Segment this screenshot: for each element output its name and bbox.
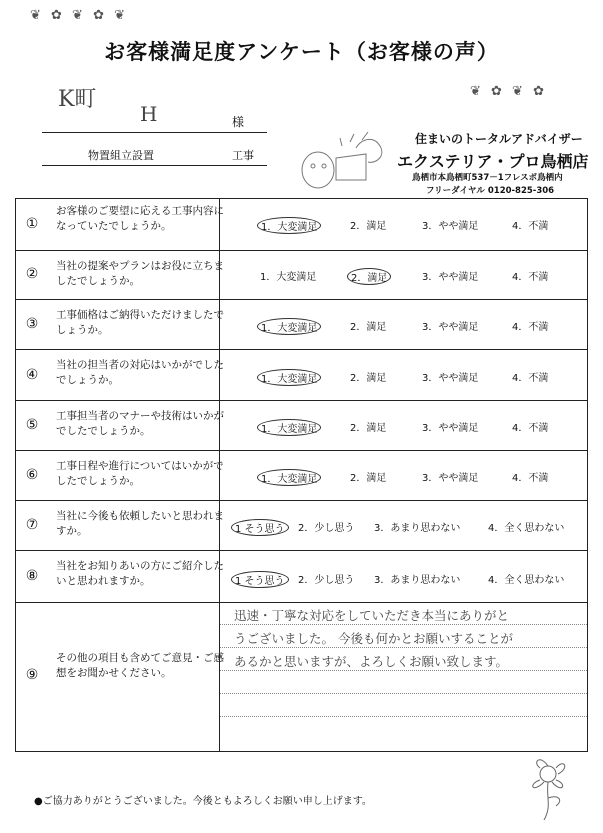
option-satisfied[interactable]: 2．満足 xyxy=(350,473,387,484)
question-text: 当社の提案やプランはお役に立ちましたでしょうか。 xyxy=(56,260,224,288)
question-row xyxy=(16,199,587,251)
question-row xyxy=(16,451,587,501)
work-underline xyxy=(42,165,267,166)
option-not-really[interactable]: 3．あまり思わない xyxy=(374,575,461,586)
option-somewhat-satisfied[interactable]: 3．やや満足 xyxy=(422,322,479,333)
question-row-comments xyxy=(16,603,587,751)
option-not-at-all[interactable]: 4．全く思わない xyxy=(488,523,565,534)
option-somewhat-satisfied[interactable]: 3．やや満足 xyxy=(422,473,479,484)
option-very-satisfied-selected[interactable]: 1．大変満足 xyxy=(257,217,321,234)
option-satisfied[interactable]: 2．満足 xyxy=(350,221,387,232)
option-dissatisfied[interactable]: 4．不満 xyxy=(512,373,549,384)
question-text: 当社の担当者の対応はいかがでしたでしょうか。 xyxy=(56,359,224,387)
option-satisfied[interactable]: 2．満足 xyxy=(350,373,387,384)
question-number: ⑨ xyxy=(25,667,39,683)
company-name: エクステリア・プロ鳥栖店 xyxy=(397,152,589,171)
option-strongly-agree-selected[interactable]: 1 そう思う xyxy=(231,519,289,536)
question-row xyxy=(16,401,587,451)
customer-initial-handwritten: H xyxy=(140,102,158,126)
question-text: 工事担当者のマナーや技術はいかがでしたでしょうか。 xyxy=(56,410,224,438)
question-number: ⑤ xyxy=(25,417,39,433)
survey-table xyxy=(15,198,588,752)
option-very-satisfied-selected[interactable]: 1．大変満足 xyxy=(257,318,321,335)
question-text: 工事価格はご納得いただけましたでしょうか。 xyxy=(56,309,224,337)
question-text: お客様のご要望に応える工事内容になっていたでしょうか。 xyxy=(56,205,224,233)
option-dissatisfied[interactable]: 4．不満 xyxy=(512,473,549,484)
question-number: ② xyxy=(25,266,39,282)
question-row xyxy=(16,350,587,401)
question-number: ⑦ xyxy=(25,517,39,533)
page-title: お客様満足度アンケート（お客様の声） xyxy=(104,40,499,64)
question-row xyxy=(16,551,587,603)
customer-name-handwritten: K町 xyxy=(58,87,97,112)
work-type: 物置組立設置 xyxy=(88,149,154,162)
option-strongly-agree-selected[interactable]: 1 そう思う xyxy=(231,571,289,588)
question-text: 工事日程や進行についてはいかがでしたでしょうか。 xyxy=(56,460,224,488)
option-somewhat-satisfied[interactable]: 3．やや満足 xyxy=(422,373,479,384)
option-not-at-all[interactable]: 4．全く思わない xyxy=(488,575,565,586)
footer-thanks: ●ご協力ありがとうございました。今後ともよろしくお願い申し上げます。 xyxy=(34,796,372,807)
answer-options xyxy=(219,401,587,450)
option-dissatisfied[interactable]: 4．不満 xyxy=(512,322,549,333)
option-satisfied[interactable]: 2．満足 xyxy=(350,322,387,333)
question-number: ③ xyxy=(25,316,39,332)
option-somewhat-satisfied[interactable]: 3．やや満足 xyxy=(422,423,479,434)
work-label: 工事 xyxy=(232,149,254,162)
answer-options xyxy=(219,350,587,400)
comment-line: うございました。 今後も何かとお願いすることが xyxy=(234,631,513,646)
option-dissatisfied[interactable]: 4．不満 xyxy=(512,423,549,434)
vine-decoration-top: ❦ ✿ ❦ ✿ ❦ xyxy=(30,8,128,23)
question-number: ① xyxy=(25,216,39,232)
option-very-satisfied-selected[interactable]: 1．大変満足 xyxy=(257,369,321,386)
company-address: 鳥栖市本鳥栖町537－1フレスポ鳥栖内 xyxy=(412,173,563,183)
question-number: ⑧ xyxy=(25,568,39,584)
answer-options xyxy=(219,300,587,349)
option-satisfied-selected[interactable]: 2．満足 xyxy=(347,268,391,285)
option-not-really[interactable]: 3．あまり思わない xyxy=(374,523,461,534)
answer-options xyxy=(219,199,587,250)
option-somewhat-satisfied[interactable]: 3．やや満足 xyxy=(422,221,479,232)
answer-options xyxy=(219,501,587,550)
option-dissatisfied[interactable]: 4．不満 xyxy=(512,272,549,283)
mascot-illustration xyxy=(296,128,394,194)
company-tagline: 住まいのトータルアドバイザー xyxy=(415,132,583,146)
company-phone: フリーダイヤル 0120-825-306 xyxy=(426,186,555,196)
comment-line: あるかと思いますが、よろしくお願い致します。 xyxy=(234,654,509,669)
option-very-satisfied[interactable]: 1．大変満足 xyxy=(260,272,317,283)
name-underline xyxy=(42,132,267,133)
option-slightly-agree[interactable]: 2．少し思う xyxy=(298,575,355,586)
question-row xyxy=(16,300,587,350)
question-text: 当社に今後も依頼したいと思われますか。 xyxy=(56,510,224,538)
vine-decoration-right: ❦ ✿ ❦ ✿ xyxy=(470,84,547,99)
question-text: 当社をお知りあいの方にご紹介したいと思われますか。 xyxy=(56,560,224,588)
honorific-label: 様 xyxy=(232,115,245,129)
option-very-satisfied-selected[interactable]: 1．大変満足 xyxy=(257,469,321,486)
answer-options xyxy=(219,551,587,602)
flower-decoration xyxy=(518,754,578,824)
question-number: ④ xyxy=(25,367,39,383)
answer-options xyxy=(219,451,587,500)
comment-line: 迅速・丁寧な対応をしていただき本当にありがと xyxy=(234,608,510,623)
question-row xyxy=(16,251,587,300)
question-number: ⑥ xyxy=(25,467,39,483)
option-satisfied[interactable]: 2．満足 xyxy=(350,423,387,434)
question-text: その他の項目も含めてご意見・ご感想をお聞かせください。 xyxy=(56,652,224,680)
answer-options xyxy=(219,251,587,299)
comment-area[interactable] xyxy=(219,603,587,751)
option-very-satisfied-selected[interactable]: 1．大変満足 xyxy=(257,419,321,436)
option-somewhat-satisfied[interactable]: 3．やや満足 xyxy=(422,272,479,283)
option-dissatisfied[interactable]: 4．不満 xyxy=(512,221,549,232)
question-row xyxy=(16,501,587,551)
option-slightly-agree[interactable]: 2．少し思う xyxy=(298,523,355,534)
